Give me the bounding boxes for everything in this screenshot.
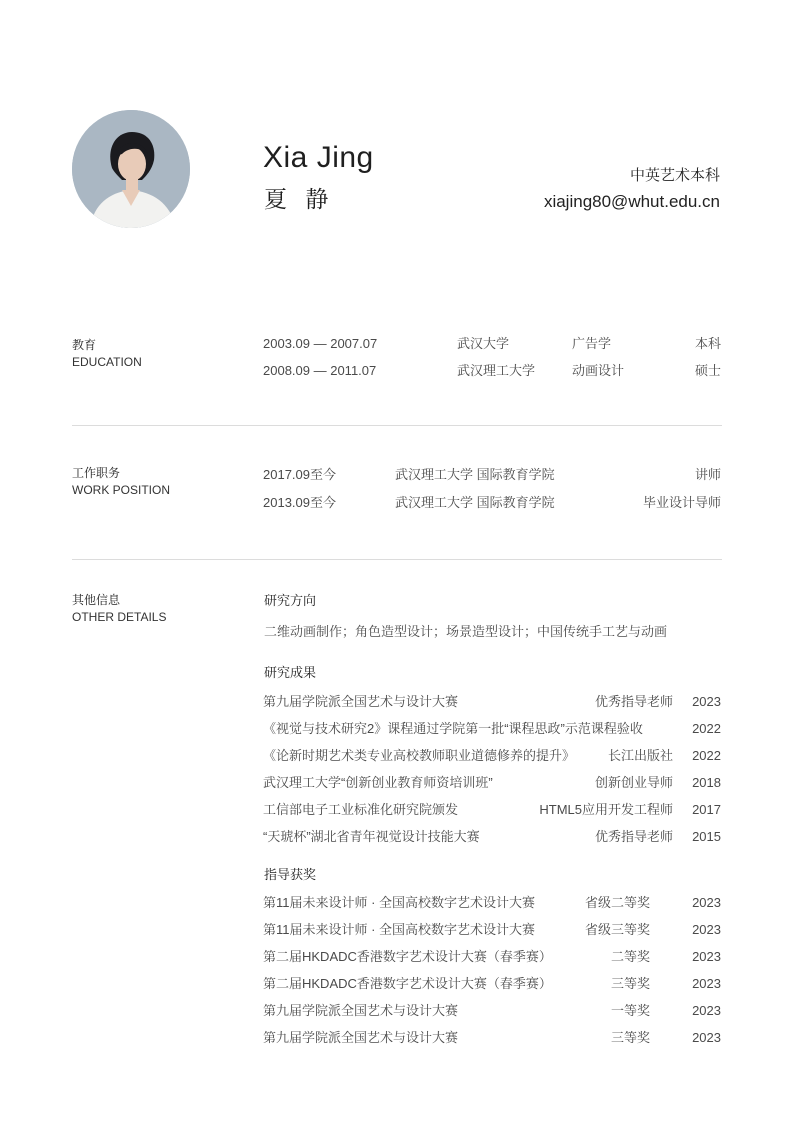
- award-year: 2023: [692, 949, 721, 964]
- achievement-title: “天琥杯”湖北省青年视觉设计技能大赛: [263, 829, 480, 844]
- other-label-en: OTHER DETAILS: [72, 610, 167, 624]
- achievement-year: 2015: [692, 829, 721, 844]
- achievement-year: 2017: [692, 802, 721, 817]
- work-section-label: [72, 465, 170, 499]
- achievement-item: [263, 692, 721, 712]
- degree-summary: 中英艺术本科: [629, 167, 720, 184]
- award-level: 省级二等奖: [584, 895, 650, 910]
- award-item: [263, 1001, 721, 1021]
- education-degree: 硕士: [694, 363, 721, 378]
- award-item: [263, 920, 721, 940]
- research-direction-text: 二维动画制作；角色造型设计；场景造型设计；中国传统手工艺与动画: [264, 624, 668, 639]
- achievement-title: 《视觉与技术研究2》课程通过学院第一批“课程思政”示范课程验收: [263, 721, 643, 736]
- work-title: 讲师: [694, 467, 721, 482]
- education-major: 广告学: [572, 336, 612, 351]
- achievement-item: [263, 746, 721, 766]
- award-year: 2023: [692, 1030, 721, 1045]
- award-level: 二等奖: [610, 949, 650, 964]
- award-competition: 第二届HKDADC香港数字艺术设计大赛（春季赛）: [263, 976, 552, 991]
- award-competition: 第九届学院派全国艺术与设计大赛: [263, 1003, 459, 1018]
- achievement-title: 工信部电子工业标准化研究院颁发: [263, 802, 459, 817]
- work-label-zh: 工作职务: [72, 466, 121, 480]
- research-direction-heading: 研究方向: [264, 593, 317, 608]
- award-year: 2023: [692, 976, 721, 991]
- education-major: 动画设计: [572, 363, 625, 378]
- guided-awards-heading: 指导获奖: [264, 867, 317, 882]
- education-school: 武汉大学: [457, 336, 510, 351]
- achievement-item: [263, 827, 721, 847]
- achievement-year: 2018: [692, 775, 721, 790]
- award-competition: 第11届未来设计师 · 全国高校数字艺术设计大赛: [263, 895, 536, 910]
- education-school: 武汉理工大学: [457, 363, 536, 378]
- contact-block: [544, 166, 720, 215]
- achievement-year: 2022: [692, 721, 721, 736]
- work-row: [263, 493, 721, 513]
- award-competition: 第11届未来设计师 · 全国高校数字艺术设计大赛: [263, 922, 536, 937]
- work-period: 2013.09至今: [263, 495, 336, 510]
- achievement-title: 第九届学院派全国艺术与设计大赛: [263, 694, 459, 709]
- education-label-zh: 教育: [72, 338, 97, 352]
- achievement-year: 2022: [692, 748, 721, 763]
- achievement-title: 武汉理工大学“创新创业教育师资培训班”: [263, 775, 493, 790]
- work-organization: 武汉理工大学 国际教育学院: [395, 467, 555, 482]
- profile-photo: [72, 110, 190, 228]
- achievement-item: [263, 719, 721, 739]
- achievement-item: [263, 800, 721, 820]
- achievement-item: [263, 773, 721, 793]
- award-item: [263, 974, 721, 994]
- education-row: [263, 361, 721, 381]
- award-level: 省级三等奖: [584, 922, 650, 937]
- achievement-year: 2023: [692, 694, 721, 709]
- achievement-role: 优秀指导老师: [594, 829, 673, 844]
- name-chinese: 夏 静: [264, 186, 335, 212]
- education-row: [263, 334, 721, 354]
- section-divider: [72, 559, 722, 560]
- award-level: 三等奖: [610, 976, 650, 991]
- achievement-role: 优秀指导老师: [594, 694, 673, 709]
- education-label-en: EDUCATION: [72, 355, 142, 369]
- section-divider: [72, 425, 722, 426]
- work-organization: 武汉理工大学 国际教育学院: [395, 495, 555, 510]
- work-row: [263, 465, 721, 485]
- education-section-label: [72, 337, 142, 371]
- name-english: Xia Jing: [263, 141, 374, 174]
- award-item: [263, 947, 721, 967]
- achievement-role: HTML5应用开发工程师: [539, 802, 673, 817]
- award-item: [263, 1028, 721, 1048]
- achievement-title: 《论新时期艺术类专业高校教师职业道德修养的提升》: [263, 748, 576, 763]
- award-competition: 第九届学院派全国艺术与设计大赛: [263, 1030, 459, 1045]
- education-period: 2008.09 — 2011.07: [263, 363, 377, 378]
- achievement-role: 创新创业导师: [594, 775, 673, 790]
- work-label-en: WORK POSITION: [72, 483, 171, 497]
- award-year: 2023: [692, 922, 721, 937]
- award-competition: 第二届HKDADC香港数字艺术设计大赛（春季赛）: [263, 949, 552, 964]
- research-results-heading: 研究成果: [264, 665, 317, 680]
- other-label-zh: 其他信息: [72, 593, 121, 607]
- award-level: 一等奖: [610, 1003, 650, 1018]
- other-section-label: [72, 592, 166, 626]
- award-level: 三等奖: [610, 1030, 650, 1045]
- achievement-role: 长江出版社: [607, 748, 673, 763]
- award-item: [263, 893, 721, 913]
- work-title: 毕业设计导师: [642, 495, 721, 510]
- education-period: 2003.09 — 2007.07: [263, 336, 378, 351]
- education-degree: 本科: [694, 336, 721, 351]
- work-period: 2017.09至今: [263, 467, 336, 482]
- award-year: 2023: [692, 895, 721, 910]
- email-address[interactable]: xiajing80@whut.edu.cn: [543, 192, 720, 211]
- avatar-illustration: [72, 110, 190, 228]
- award-year: 2023: [692, 1003, 721, 1018]
